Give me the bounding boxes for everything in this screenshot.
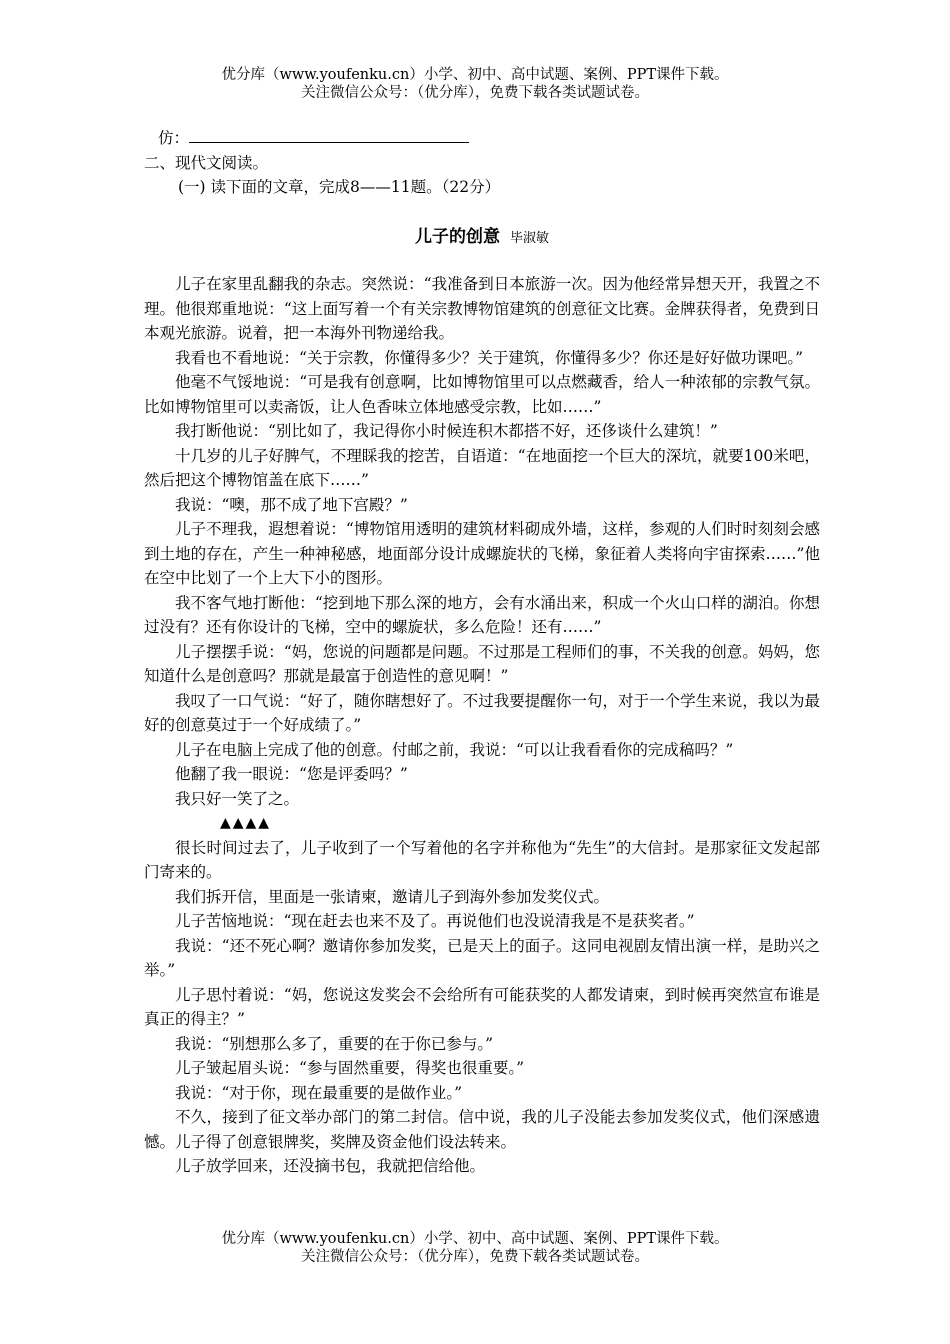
article-paragraph: 他翻了我一眼说：“您是评委吗？” (175, 765, 408, 783)
article-paragraph: 儿子摆摆手说：“妈，您说的问题都是问题。不过那是工程师们的事，不关我的创意。妈妈，您知道什么是创意吗？那就是最富于创造性的意见啊！” (144, 642, 820, 685)
article-paragraph: 我说：“还不死心啊？邀请你参加发奖，已是天上的面子。这同电视剧友情出演一样，是助兴之举。” (144, 936, 820, 979)
article-paragraph: 儿子苦恼地说：“现在赶去也来不及了。再说他们也没说清我是不是获奖者。” (175, 912, 695, 930)
article-paragraph: 儿子在电脑上完成了他的创意。付邮之前，我说：“可以让我看看你的完成稿吗？” (175, 740, 734, 759)
article-paragraph: 儿子皱起眉头说：“参与固然重要，得奖也很重要。” (175, 1059, 525, 1077)
page-header (0, 66, 950, 102)
article-paragraph: 我打断他说：“别比如了，我记得你小时候连积木都搭不好，还侈谈什么建筑！” (175, 422, 718, 440)
article-paragraph: 儿子在家里乱翻我的杂志。突然说：“我准备到日本旅游一次。因为他经常异想天开，我置之不理。他很郑重地说：“这上面写着一个有关宗教博物馆建筑的创意征文比赛。金牌获得者，免费到日本观光旅游。说着，把一本海外刊物递给我。 (144, 275, 820, 342)
answer-blank[interactable] (189, 126, 469, 143)
sub-question-title: (一) 读下面的文章，完成8——11题。（22分） (178, 178, 501, 196)
article-paragraph: 十几岁的儿子好脾气，不理睬我的挖苦，自语道：“在地面挖一个巨大的深坑，就要100米吧，然后把这个博物馆盖在底下……” (144, 446, 820, 489)
article-paragraph: 我只好一笑了之。 (175, 789, 300, 808)
article-paragraph: 我不客气地打断他：“挖到地下那么深的地方，会有水涌出来，积成一个火山口样的湖泊。你想过没有？还有你设计的飞梯，空中的螺旋状，多么危险！还有……” (144, 593, 820, 636)
article-heading (144, 225, 820, 251)
section-title: 二、现代文阅读。 (144, 154, 269, 172)
page-footer (0, 1230, 950, 1266)
article-paragraph: 我看也不看地说：“关于宗教，你懂得多少？关于建筑，你懂得多少？你还是好好做功课吧。” (175, 348, 804, 367)
header-line-2: 关注微信公众号：（优分库），免费下载各类试题试卷。 (301, 85, 649, 101)
article-author: 毕淑敏 (509, 231, 549, 246)
imitation-answer-line (158, 126, 469, 149)
article-paragraph: 不久，接到了征文举办部门的第二封信。信中说，我的儿子没能去参加发奖仪式，他们深感遗憾。儿子得了创意银牌奖，奖牌及资金他们设法转来。 (144, 1108, 820, 1151)
article-body (144, 272, 820, 1179)
article-paragraph: 儿子放学回来，还没摘书包，我就把信给他。 (175, 1157, 486, 1175)
article-paragraph: 我们拆开信，里面是一张请柬，邀请儿子到海外参加发奖仪式。 (175, 887, 610, 906)
section-separator: ▲▲▲▲ (220, 815, 272, 831)
footer-line-2: 关注微信公众号：（优分库），免费下载各类试题试卷。 (301, 1249, 649, 1265)
article-paragraph: 儿子不理我，遐想着说：“博物馆用透明的建筑材料砌成外墙，这样，参观的人们时时刻刻会感到土地的存在，产生一种神秘感，地面部分设计成螺旋状的飞梯，象征着人类将向宇宙探索……”他在空中比划了一个上大下小的图形。 (144, 520, 820, 587)
footer-line-1: 优分库（www.youfenku.cn）小学、初中、高中试题、案例、PPT课件下载。 (221, 1231, 729, 1247)
article-paragraph: 儿子思忖着说：“妈，您说这发奖会不会给所有可能获奖的人都发请柬，到时候再突然宣布谁是真正的得主？” (144, 985, 820, 1028)
article-paragraph: 我说：“噢，那不成了地下宫殿？” (175, 495, 408, 514)
article-paragraph: 我说：“对于你，现在最重要的是做作业。” (175, 1083, 463, 1102)
article-paragraph: 很长时间过去了，儿子收到了一个写着他的名字并称他为“先生”的大信封。是那家征文发起部门寄来的。 (144, 838, 820, 881)
article-paragraph: 他毫不气馁地说：“可是我有创意啊，比如博物馆里可以点燃藏香，给人一种浓郁的宗教气氛。比如博物馆里可以卖斋饭，让人色香味立体地感受宗教，比如……” (144, 373, 820, 416)
article-paragraph: 我叹了一口气说：“好了，随你瞎想好了。不过我要提醒你一句，对于一个学生来说，我以为最好的创意莫过于一个好成绩了。” (144, 691, 820, 734)
article-title: 儿子的创意 (414, 227, 500, 247)
article-paragraph: 我说：“别想那么多了，重要的在于你已参与。” (175, 1034, 494, 1053)
header-line-1: 优分库（www.youfenku.cn）小学、初中、高中试题、案例、PPT课件下载。 (221, 67, 729, 83)
imitation-label: 仿： (158, 129, 190, 147)
